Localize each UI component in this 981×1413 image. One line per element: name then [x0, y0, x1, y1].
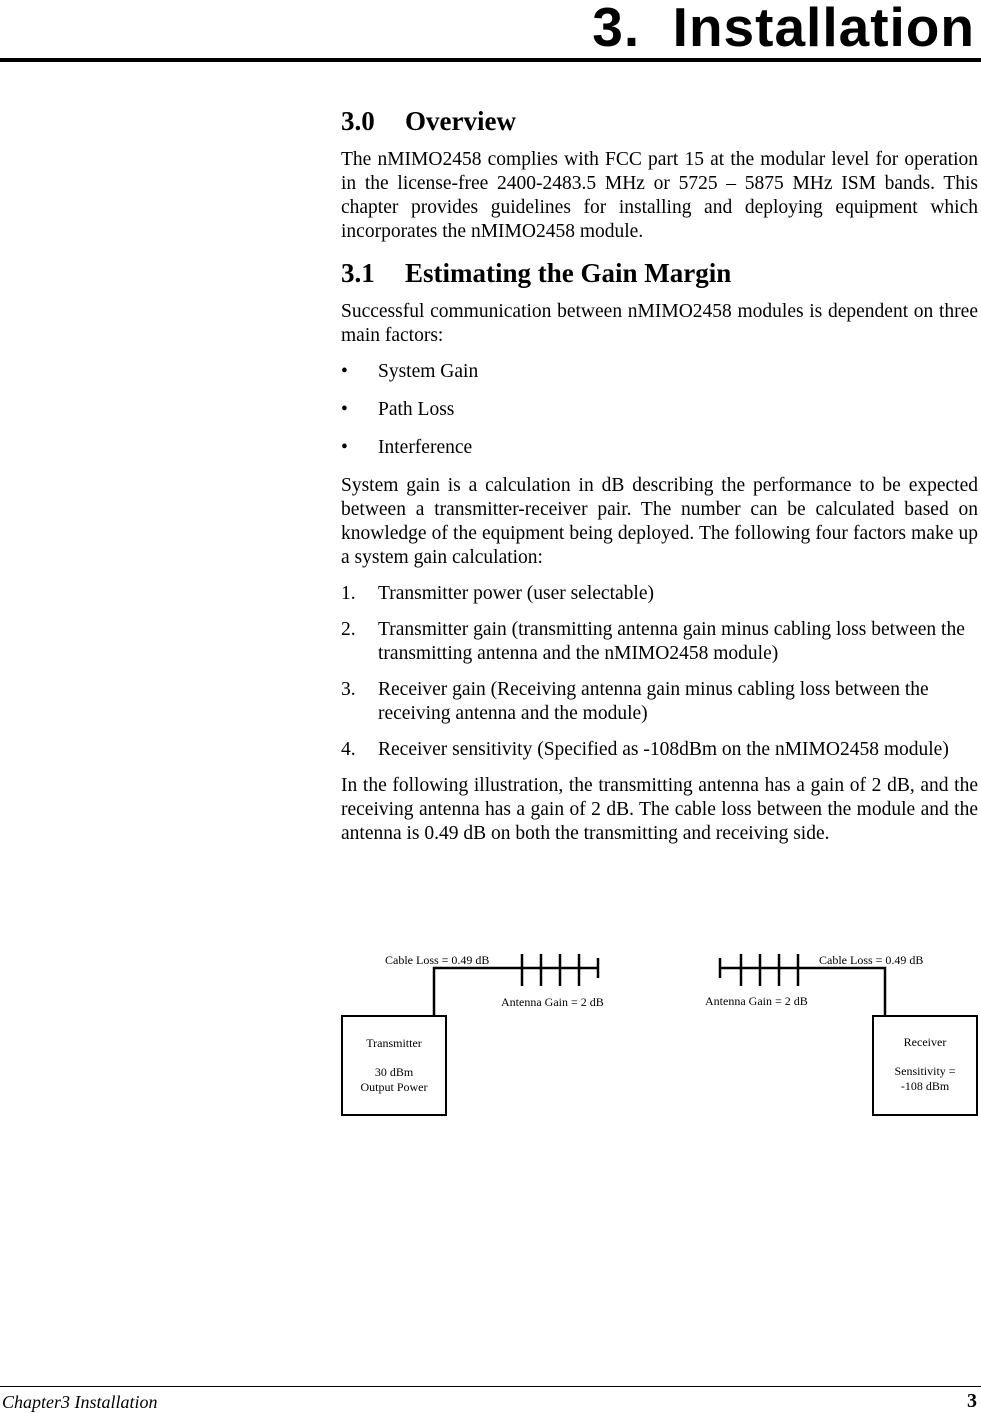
list-item: 4. Receiver sensitivity (Specified as -108dBm on the nMIMO2458 module) [341, 739, 949, 760]
step-number: 3. [341, 679, 356, 700]
transmitter-power-label: Output Power [360, 1080, 428, 1094]
section-number: 3.1 [341, 258, 375, 288]
list-item: 3. Receiver gain (Receiving antenna gain minus cabling loss between the receiving antenna and the module) [341, 679, 929, 724]
tx-antenna-gain-label: Antenna Gain = 2 dB [501, 995, 604, 1009]
illustration-paragraph: In the following illustration, the transmitting antenna has a gain of 2 dB, and the receiving antenna has a gain of 2 dB. The cable loss between the module and the antenna is 0.49 dB on both the transmitting and receiving side. [341, 775, 978, 844]
main-content [341, 98, 978, 858]
list-item: • Interference [341, 437, 473, 458]
tx-cable-loss-label: Cable Loss = 0.49 dB [385, 953, 490, 967]
overview-paragraph: The nMIMO2458 complies with FCC part 15 at the modular level for operation in the license-free 2400-2483.5 MHz or 5725 – 5875 MHz ISM bands. This chapter provides guidelines for installing and deploying equipment which incorporates the nMIMO2458 module. [341, 149, 978, 242]
title-rule [0, 58, 981, 62]
section-heading-overview [341, 104, 978, 138]
receiver-sensitivity-value: -108 dBm [900, 1079, 950, 1093]
section-title: Estimating the Gain Margin [405, 258, 732, 288]
factor-list [341, 360, 978, 460]
rx-cable-loss-label: Cable Loss = 0.49 dB [819, 953, 924, 967]
section-number: 3.0 [341, 106, 375, 136]
section-heading-gain-margin [341, 256, 978, 290]
transmitter-box [341, 1015, 447, 1116]
page-number: 3 [967, 1390, 977, 1412]
list-item: • Path Loss [341, 399, 455, 420]
section-title: Overview [405, 106, 516, 136]
list-item: • System Gain [341, 361, 479, 382]
list-item: 2. Transmitter gain (transmitting antenna gain minus cabling loss between the transmitting antenna and the nMIMO2458 module) [341, 619, 965, 664]
system-gain-paragraph: System gain is a calculation in dB describing the performance to be expected between a transmitter-receiver pair. The number can be calculated based on knowledge of the equipment being deployed. The following four factors make up a system gain calculation: [341, 475, 978, 568]
tx-cable-line [434, 968, 598, 1016]
bullet-icon: • [341, 437, 348, 458]
rx-antenna-gain-label: Antenna Gain = 2 dB [705, 994, 808, 1008]
rx-cable-line [720, 968, 885, 1016]
list-item: 1. Transmitter power (user selectable) [341, 583, 654, 604]
bullet-icon: • [341, 399, 348, 420]
receiver-sensitivity-label: Sensitivity = [894, 1064, 956, 1078]
bullet-icon: • [341, 361, 348, 382]
step-list [341, 582, 978, 762]
footer-rule [0, 1386, 981, 1387]
footer-chapter-label: Chapter3 Installation [2, 1392, 158, 1412]
step-number: 1. [341, 583, 356, 604]
chapter-title: 3. Installation [592, 0, 975, 58]
transmitter-power: 30 dBm [374, 1065, 414, 1079]
receiver-box [872, 1015, 978, 1116]
gain-margin-intro: Successful communication between nMIMO2458 modules is dependent on three main factors: [341, 301, 978, 346]
step-number: 2. [341, 619, 356, 640]
step-number: 4. [341, 739, 356, 760]
receiver-title: Receiver [903, 1035, 947, 1049]
transmitter-title: Transmitter [366, 1036, 422, 1050]
